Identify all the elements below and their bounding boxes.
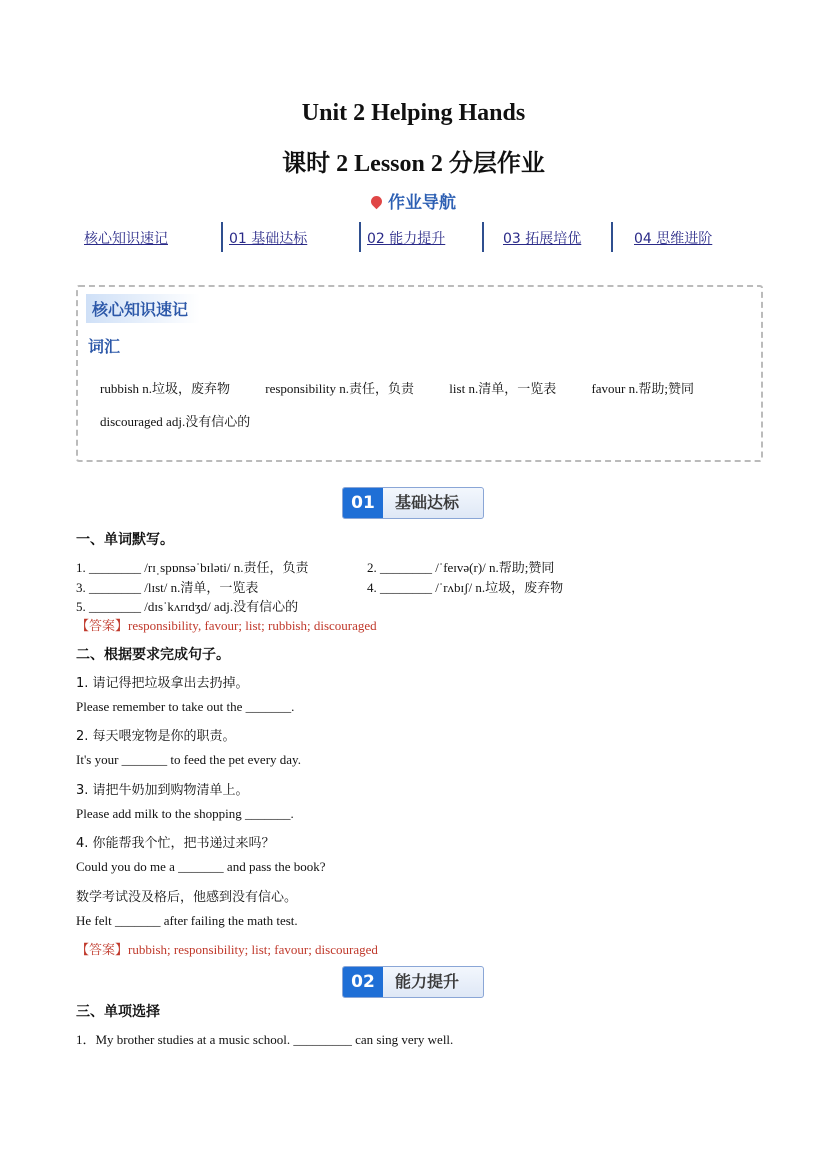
nav-link-thinking[interactable]: 04 思维进阶 <box>634 231 713 247</box>
vocab-row-2 <box>100 411 282 430</box>
location-pin-icon <box>369 194 385 210</box>
nav-divider <box>611 222 613 252</box>
answer-tag: 【答案】 <box>76 618 129 633</box>
nav-divider <box>482 222 484 252</box>
question-line: 4. ________ /ˈrʌbɪʃ/ n.垃圾，废弃物 <box>367 580 564 595</box>
vocab-item: list n.清单，一览表 <box>449 381 557 396</box>
section-banner-01 <box>342 487 484 519</box>
sentence-en: It's your _______ to feed the pet every day. <box>76 752 301 767</box>
question-line: 1. ________ /rɪˌspɒnsəˈbɪləti/ n.责任，负责 <box>76 560 309 575</box>
vocab-heading: 词汇 <box>88 337 121 356</box>
question-line: 2. ________ /ˈfeɪvə(r)/ n.帮助;赞同 <box>367 560 555 575</box>
nav-link-extension[interactable]: 03 拓展培优 <box>503 231 582 247</box>
answer-text: rubbish; responsibility; list; favour; discouraged <box>128 942 378 957</box>
sentence-en: Could you do me a _______ and pass the book? <box>76 859 326 874</box>
answer-tag: 【答案】 <box>76 942 129 957</box>
answer-line <box>76 615 377 634</box>
vocab-item: favour n.帮助;赞同 <box>591 381 694 396</box>
sentence-en: Please add milk to the shopping _______. <box>76 806 294 821</box>
part-title: 二、根据要求完成句子。 <box>76 647 230 663</box>
sentence-cn: 4. 你能帮我个忙，把书递过来吗？ <box>76 836 275 851</box>
part-title: 三、单项选择 <box>76 1004 160 1020</box>
sentence-cn: 3. 请把牛奶加到购物清单上。 <box>76 783 249 798</box>
page-title: Unit 2 Helping Hands <box>301 100 526 126</box>
question-line: 1．My brother studies at a music school. _________ can sing very well. <box>76 1032 454 1047</box>
nav-link-basic[interactable]: 01 基础达标 <box>229 231 308 247</box>
vocab-item: rubbish n.垃圾，废弃物 <box>100 381 231 396</box>
sentence-cn: 1. 请记得把垃圾拿出去扔掉。 <box>76 676 249 691</box>
question-line: 5. ________ /dɪsˈkʌrɪdʒd/ adj.没有信心的 <box>76 599 299 614</box>
sentence-cn: 数学考试没及格后，他感到没有信心。 <box>76 890 298 905</box>
banner-label: 能力提升 <box>395 972 460 991</box>
section-banner-02 <box>342 966 484 998</box>
nav-heading <box>0 188 827 213</box>
nav-link-core-knowledge[interactable]: 核心知识速记 <box>84 231 168 247</box>
page-subtitle: 课时 2 Lesson 2 分层作业 <box>282 151 545 177</box>
part-title: 一、单词默写。 <box>76 532 174 548</box>
question-line: 3. ________ /lɪst/ n.清单，一览表 <box>76 580 259 595</box>
answer-text: responsibility, favour; list; rubbish; discouraged <box>128 618 377 633</box>
vocab-row-1 <box>100 378 726 397</box>
banner-number: 01 <box>343 488 383 518</box>
nav-heading-label: 作业导航 <box>388 193 456 213</box>
vocab-item: responsibility n.责任，负责 <box>265 381 415 396</box>
sentence-en: He felt _______ after failing the math test. <box>76 913 298 928</box>
sentence-en: Please remember to take out the _______. <box>76 699 295 714</box>
answer-line <box>76 939 378 958</box>
sentence-cn: 2. 每天喂宠物是你的职责。 <box>76 729 236 744</box>
banner-number: 02 <box>343 967 383 997</box>
nav-divider <box>221 222 223 252</box>
nav-link-ability[interactable]: 02 能力提升 <box>367 231 446 247</box>
nav-divider <box>359 222 361 252</box>
knowledge-tab: 核心知识速记 <box>86 294 200 323</box>
banner-label: 基础达标 <box>395 493 460 512</box>
vocab-item: discouraged adj.没有信心的 <box>100 414 251 429</box>
